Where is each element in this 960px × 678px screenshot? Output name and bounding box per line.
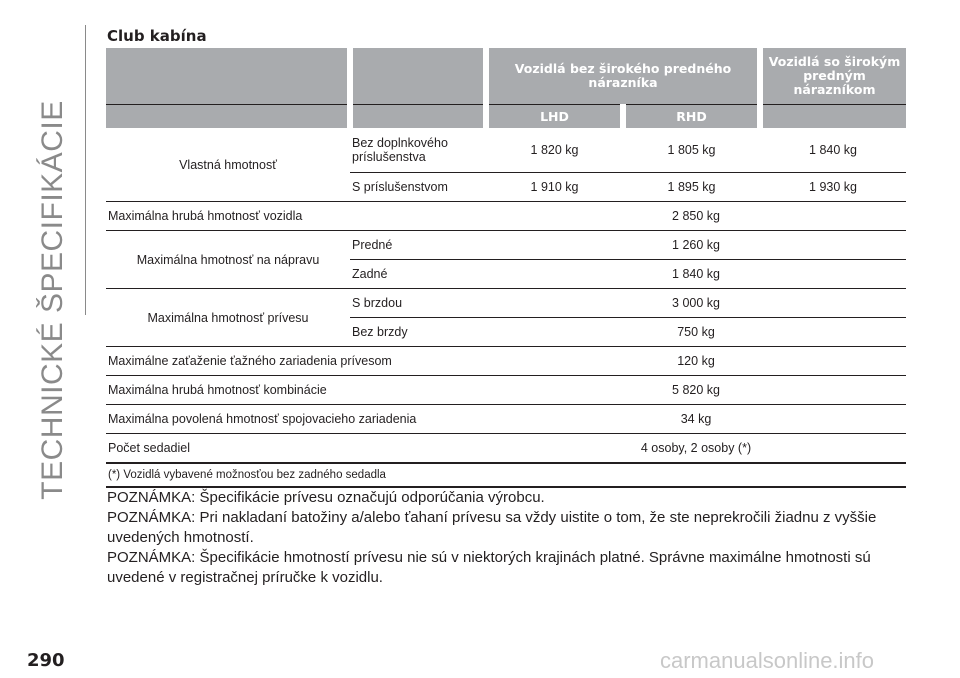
header-group-bez: Vozidlá bez širokého predného nárazníka: [486, 48, 760, 105]
header-empty-sub-2: [350, 105, 486, 129]
sub-label-bez-prislusenstva: Bez doplnkového príslušenstva: [350, 128, 486, 173]
row-label-naprava: Maximálna hmotnosť na nápravu: [106, 231, 350, 289]
row-label-prives: Maximálna hmotnosť prívesu: [106, 289, 350, 347]
value-so: 1 930 kg: [760, 173, 906, 202]
value-bez-brzdy: 750 kg: [486, 318, 906, 347]
note-paragraph: POZNÁMKA: Špecifikácie hmotností prívesu nie sú v niektorých krajinách platné. Správne maximálne hmotnosti sú uvedené v registračnej príručke k vozidlu.: [107, 549, 871, 586]
row-label-sedadla: Počet sedadiel: [106, 434, 486, 464]
chapter-side-title: TECHNICKÉ ŠPECIFIKÁCIE: [36, 100, 69, 500]
header-group-so: Vozidlá so širokým predným nárazníkom: [760, 48, 906, 105]
sub-label-s-prislusenstvom: S príslušenstvom: [350, 173, 486, 202]
value-rhd: 1 805 kg: [623, 128, 760, 173]
value-s-brzdou: 3 000 kg: [486, 289, 906, 318]
table-row: [106, 405, 906, 434]
notes-block: [107, 488, 907, 588]
value-zadne: 1 840 kg: [486, 260, 906, 289]
header-empty-so: [760, 105, 906, 129]
note-paragraph: POZNÁMKA: Pri nakladaní batožiny a/alebo ťahaní prívesu sa vždy uistite o tom, že ste neprekročili žiadnu z vyššie uvedených hmotností.: [107, 509, 877, 546]
row-label-zatazenie: Maximálne zaťaženie ťažného zariadenia prívesom: [106, 347, 486, 376]
table-row: [106, 347, 906, 376]
value-lhd: 1 820 kg: [486, 128, 623, 173]
row-label-vlastna: Vlastná hmotnosť: [106, 128, 350, 202]
value-kombinacia: 5 820 kg: [486, 376, 906, 405]
value-max-hruba: 2 850 kg: [486, 202, 906, 231]
table-row: [106, 128, 906, 173]
value-sedadla: 4 osoby, 2 osoby (*): [486, 434, 906, 464]
row-label-max-hruba: Maximálna hrubá hmotnosť vozidla: [106, 202, 486, 231]
table-row: [106, 289, 906, 318]
chapter-side-rule: [85, 25, 86, 315]
specification-table: [106, 48, 906, 488]
value-zatazenie: 120 kg: [486, 347, 906, 376]
watermark: carmanualsonline.info: [660, 648, 875, 673]
table-header-row-sides: [106, 105, 906, 129]
header-rhd: RHD: [623, 105, 760, 129]
row-label-spojovacie: Maximálna povolená hmotnosť spojovacieho zariadenia: [106, 405, 486, 434]
table-row: [106, 376, 906, 405]
header-empty-label: [106, 48, 350, 105]
header-empty-label-2: [106, 105, 350, 129]
table-header-row-groups: [106, 48, 906, 105]
sub-label-predne: Predné: [350, 231, 486, 260]
value-rhd: 1 895 kg: [623, 173, 760, 202]
table-row: [106, 202, 906, 231]
table-footnote: (*) Vozidlá vybavené možnosťou bez zadného sedadla: [106, 463, 906, 487]
sub-label-bez-brzdy: Bez brzdy: [350, 318, 486, 347]
value-predne: 1 260 kg: [486, 231, 906, 260]
table-row: [106, 231, 906, 260]
header-lhd: LHD: [486, 105, 623, 129]
table-row: [106, 434, 906, 464]
value-so: 1 840 kg: [760, 128, 906, 173]
header-empty-sub: [350, 48, 486, 105]
note-paragraph: POZNÁMKA: Špecifikácie prívesu označujú odporúčania výrobcu.: [107, 489, 545, 506]
row-label-kombinacia: Maximálna hrubá hmotnosť kombinácie: [106, 376, 486, 405]
sub-label-s-brzdou: S brzdou: [350, 289, 486, 318]
sub-label-zadne: Zadné: [350, 260, 486, 289]
value-lhd: 1 910 kg: [486, 173, 623, 202]
value-spojovacie: 34 kg: [486, 405, 906, 434]
section-title: Club kabína: [107, 27, 207, 45]
table-footnote-row: [106, 463, 906, 487]
page-number: 290: [27, 650, 65, 671]
